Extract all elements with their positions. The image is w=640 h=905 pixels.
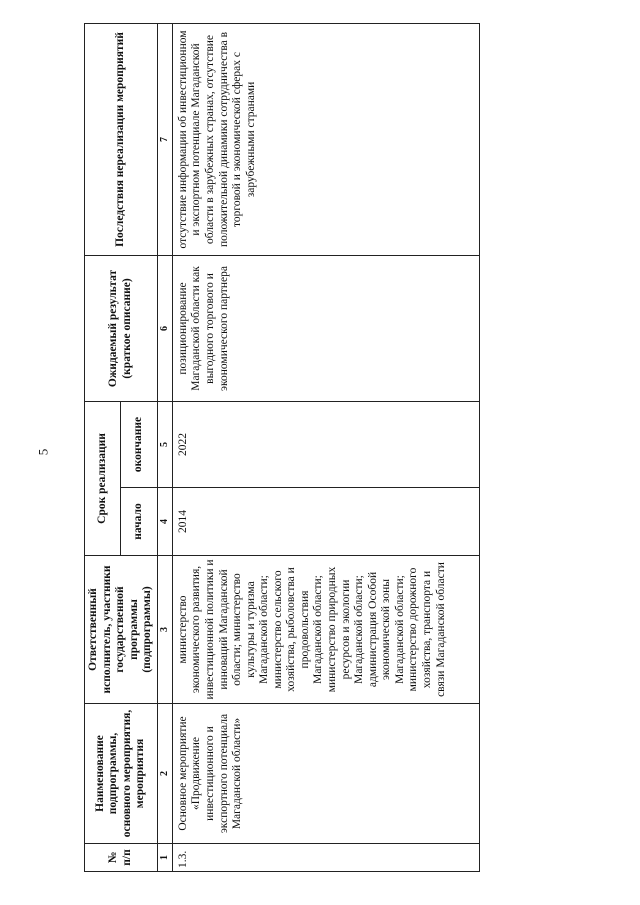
column-number: 7	[157, 23, 172, 255]
header-num: № п/п	[85, 844, 158, 872]
row-name: Основное мероприятие «Продвижение инвестиционного и экспортного потенциала Магаданской области»	[172, 704, 479, 844]
rotated-table-area	[84, 24, 604, 872]
table-row	[172, 23, 479, 871]
page-number: 5	[35, 448, 51, 456]
column-number: 3	[157, 556, 172, 704]
row-result: позиционирование Магаданской области как выгодного торгового и экономического партнера	[172, 255, 479, 401]
header-result: Ожидаемый результат (краткое описание)	[85, 255, 158, 401]
table-container	[84, 24, 604, 872]
row-executor: министерство экономического развития, инвестиционной политики и инноваций Магаданской области; министерство культуры и туризма Магаданской области; министерство сельского хозяйства, рыболовства и продовольствия Магаданской области; министерство природных ресурсов и экологии Магаданской области; администрация Особой экономической зоны Магаданской области; министерство дорожного хозяйства, транспорта и связи Магаданской области	[172, 556, 479, 704]
column-number: 6	[157, 255, 172, 401]
row-num: 1.3.	[172, 844, 479, 872]
column-number: 5	[157, 401, 172, 487]
header-row	[85, 23, 121, 871]
header-start: начало	[121, 488, 157, 556]
measures-table	[84, 23, 480, 872]
column-number-row	[157, 23, 172, 871]
header-executor: Ответственный исполнитель, участники государственной программы (подпрограммы)	[85, 556, 158, 704]
header-end: окончание	[121, 401, 157, 487]
row-start: 2014	[172, 488, 479, 556]
column-number: 4	[157, 488, 172, 556]
column-number: 1	[157, 844, 172, 872]
row-consequences: отсутствие информации об инвестиционном и экспортном потенциале Магаданской области в зарубежных странах, отсутствие положительной динамики сотрудничества в торговой и экономической сферах с зарубежными странами	[172, 23, 479, 255]
header-name: Наименование подпрограммы, основного мероприятия, мероприятия	[85, 704, 158, 844]
header-consequences: Последствия нереализации мероприятий	[85, 23, 158, 255]
column-number: 2	[157, 704, 172, 844]
header-term: Срок реализации	[85, 401, 121, 555]
row-end: 2022	[172, 401, 479, 487]
